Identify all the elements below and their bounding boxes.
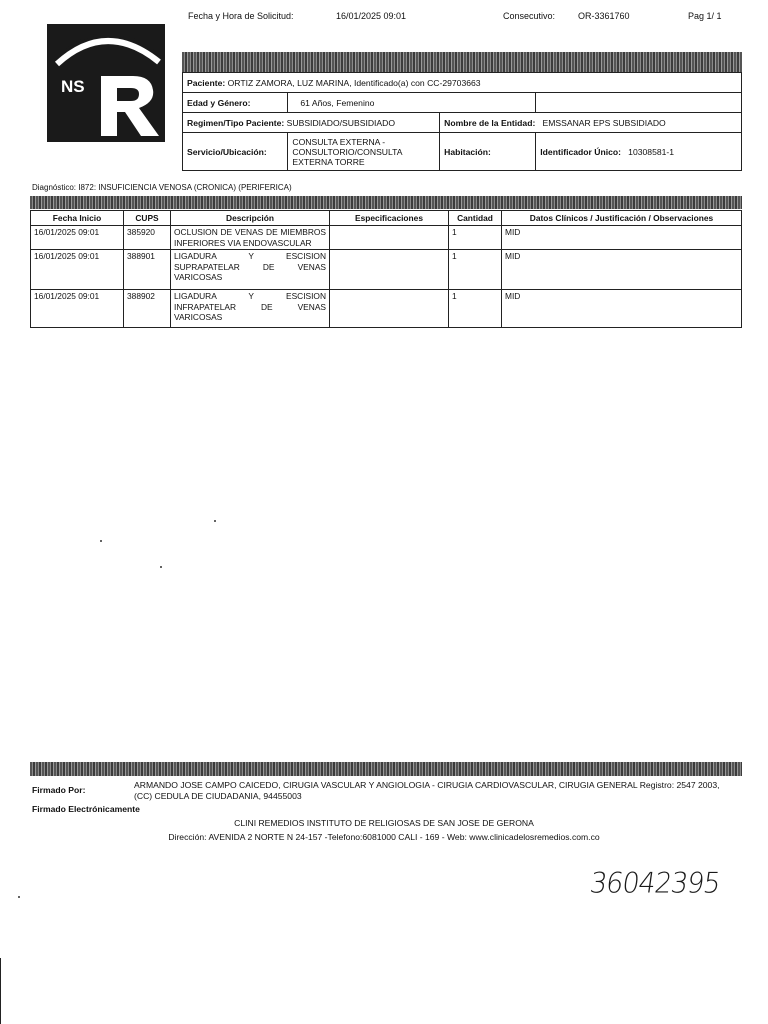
regimen-label: Regimen/Tipo Paciente: [187, 117, 285, 128]
row-cantidad: 1 [449, 250, 502, 290]
patient-value: ORTIZ ZAMORA, LUZ MARINA, Identificado(a) con CC-29703663 [227, 77, 481, 88]
unique-id-label: Identificador Único: [540, 146, 621, 157]
row-cups: 388902 [124, 290, 171, 328]
patient-info-table [182, 72, 742, 171]
procedures-header-row [31, 211, 742, 226]
row-datos: MID [502, 250, 742, 290]
svg-text:NS: NS [61, 77, 85, 96]
col-cantidad: Cantidad [449, 211, 502, 226]
row-cups: 385920 [124, 226, 171, 250]
scan-speck [214, 520, 216, 522]
service-label: Servicio/Ubicación: [183, 133, 288, 171]
row-especificaciones [330, 250, 449, 290]
handwritten-number: 36042395 [587, 867, 722, 900]
signer-line-1: ARMANDO JOSE CAMPO CAICEDO, CIRUGIA VASCULAR Y ANGIOLOGIA - CIRUGIA CARDIOVASCULAR, CIRUGIA GENERAL Registro: 2547 2003, [134, 780, 720, 790]
unique-id-cell [536, 133, 742, 171]
col-especificaciones: Especificaciones [330, 211, 449, 226]
regimen-cell [183, 113, 440, 133]
diagnosis: Diagnóstico: I872: INSUFICIENCIA VENOSA (CRONICA) (PERIFERICA) [32, 183, 292, 192]
table-row [31, 250, 742, 290]
row-descripcion: LIGADURA Y ESCISION SUPRAPATELAR DE VENAS VARICOSAS [171, 250, 330, 290]
page-number: Pag 1/ 1 [688, 11, 722, 21]
scan-speck [160, 566, 162, 568]
col-cups: CUPS [124, 211, 171, 226]
row-datos: MID [502, 290, 742, 328]
table-row [31, 290, 742, 328]
scan-edge-line [0, 958, 1, 1024]
col-fecha-inicio: Fecha Inicio [31, 211, 124, 226]
signed-by-label: Firmado Por: [32, 785, 86, 795]
row-datos: MID [502, 226, 742, 250]
col-descripcion: Descripción [171, 211, 330, 226]
patient-section-bar [182, 52, 742, 72]
entity-value: EMSSANAR EPS SUBSIDIADO [542, 117, 666, 128]
row-fecha: 16/01/2025 09:01 [31, 290, 124, 328]
table-row [31, 226, 742, 250]
entity-label: Nombre de la Entidad: [444, 117, 536, 128]
regimen-value: SUBSIDIADO/SUBSIDIADO [286, 117, 396, 128]
signed-electronically: Firmado Electrónicamente [32, 804, 140, 814]
request-date-value: 16/01/2025 09:01 [336, 11, 407, 21]
row-fecha: 16/01/2025 09:01 [31, 250, 124, 290]
request-date-label: Fecha y Hora de Solicitud: [188, 11, 294, 21]
entity-cell [440, 113, 742, 133]
row-descripcion: LIGADURA Y ESCISION INFRAPATELAR DE VENAS VARICOSAS [171, 290, 330, 328]
clinic-logo [47, 24, 165, 142]
col-datos-clinicos: Datos Clínicos / Justificación / Observaciones [502, 211, 742, 226]
signer-line-2: (CC) CEDULA DE CIUDADANIA, 94455003 [134, 791, 302, 801]
procedures-table [30, 210, 742, 328]
row-especificaciones [330, 290, 449, 328]
age-gender-value: 61 Años, Femenino [288, 93, 536, 113]
row-cups: 388901 [124, 250, 171, 290]
row-cantidad: 1 [449, 290, 502, 328]
age-gender-label: Edad y Género: [183, 93, 288, 113]
patient-row [183, 73, 742, 93]
clinic-address: Dirección: AVENIDA 2 NORTE N 24-157 -Telefono:6081000 CALI - 169 - Web: www.clinicadelosremedios.com.co [168, 832, 600, 842]
service-value: CONSULTA EXTERNA - CONSULTORIO/CONSULTA EXTERNA TORRE [288, 133, 440, 171]
unique-id-value: 10308581-1 [628, 146, 675, 157]
signature-section-bar [30, 762, 742, 776]
row-descripcion: OCLUSION DE VENAS DE MIEMBROS INFERIORES VIA ENDOVASCULAR [171, 226, 330, 250]
room-label: Habitación: [440, 133, 536, 171]
patient-label: Paciente: [187, 77, 226, 88]
consecutive-value: OR-3361760 [578, 11, 630, 21]
age-gender-empty [536, 93, 742, 113]
scan-speck [18, 896, 20, 898]
procedures-section-bar [30, 196, 742, 209]
consecutive-label: Consecutivo: [503, 11, 556, 21]
row-fecha: 16/01/2025 09:01 [31, 226, 124, 250]
scan-speck [100, 540, 102, 542]
row-cantidad: 1 [449, 226, 502, 250]
row-especificaciones [330, 226, 449, 250]
clinic-name: CLINI REMEDIOS INSTITUTO DE RELIGIOSAS DE SAN JOSE DE GERONA [234, 818, 534, 828]
